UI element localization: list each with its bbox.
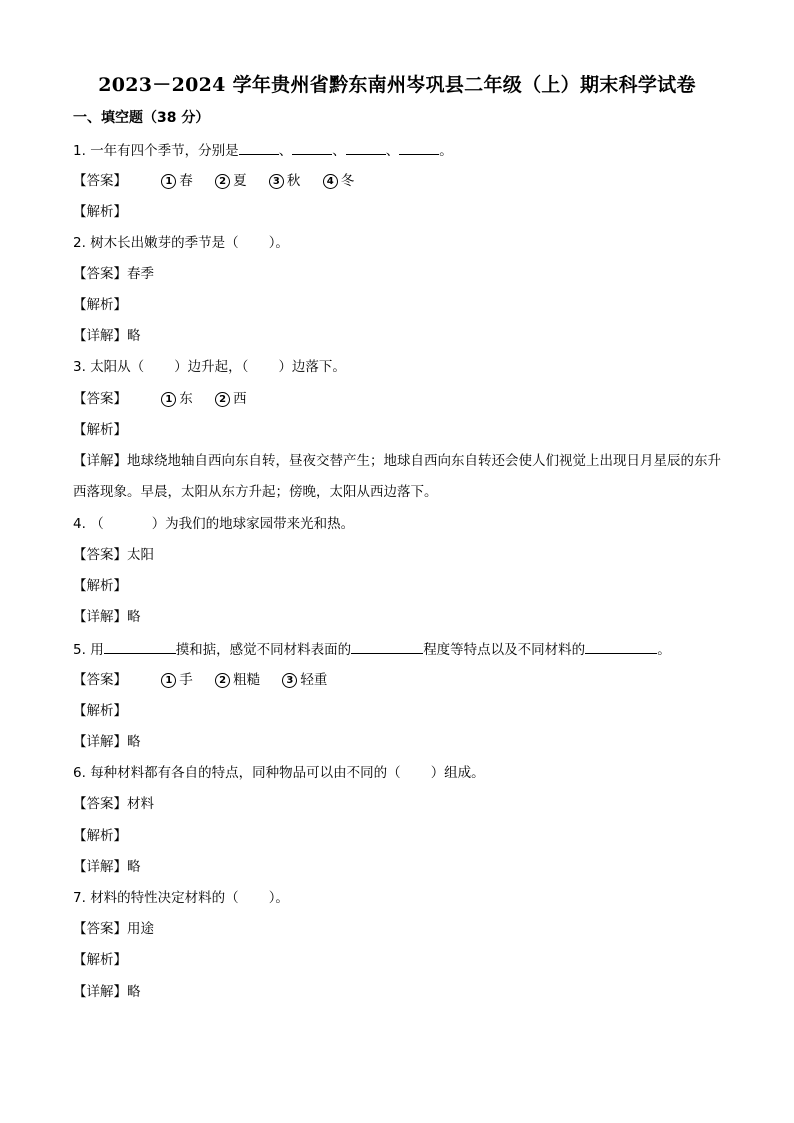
answer-option [215,172,247,190]
answer-option [161,390,193,408]
answer-row-6 [73,795,154,813]
question-5 [73,640,671,659]
question-7 [73,889,289,907]
detail-text: 略 [127,859,141,875]
answer-row-3 [73,390,265,408]
period: 。 [657,642,671,658]
question-text: 材料的特性决定材料的（ [90,890,239,906]
detail-label: 【详解】 [73,859,127,875]
question-6 [73,764,485,782]
detail-row-4 [73,608,141,626]
answer-value: 西 [233,391,247,407]
circled-number-icon: 2 [215,673,230,688]
answer-blank [585,640,657,654]
separator: 、 [385,143,400,159]
answer-value: 春 [179,173,193,189]
question-2 [73,234,289,252]
question-1 [73,141,453,160]
answer-blank [292,141,332,155]
answer-row-4 [73,546,154,564]
section-heading: 一、填空题（38 分） [73,110,210,126]
circled-number-icon: 1 [161,673,176,688]
circled-number-icon: 2 [215,392,230,407]
detail-row-2 [73,327,141,345]
answer-value: 春季 [127,266,154,282]
answer-blank [104,640,176,654]
detail-label: 【详解】 [73,328,127,344]
answer-value: 冬 [340,173,355,189]
circled-number-icon: 3 [282,673,297,688]
answer-row-2 [73,265,154,283]
circled-number-icon: 3 [269,174,284,189]
detail-text: 地球绕地轴自西向东自转，昼夜交替产生；地球自西向东自转还会使人们视觉上出现日月星辰的东升西落现象。早晨，太阳从东方升起；傍晚，太阳从西边落下。 [73,453,721,500]
page-title: 2023－2024 学年贵州省黔东南州岑巩县二年级（上）期末科学试卷 [98,74,696,96]
question-number: 7. [73,890,86,906]
question-3 [73,358,346,376]
circled-number-icon: 1 [161,174,176,189]
answer-option [161,671,193,689]
circled-number-icon: 1 [161,392,176,407]
detail-text: 略 [127,328,141,344]
answer-option [269,172,301,190]
answer-row-5 [73,671,345,689]
analysis-label: 【解析】 [73,204,127,220]
question-text: ）边升起，（ [174,359,249,375]
answer-row-7 [73,920,154,938]
question-text: 程度等特点以及不同材料的 [423,642,586,658]
answer-label: 【答案】 [73,672,127,688]
detail-label: 【详解】 [73,984,127,1000]
question-number: 2. [73,235,86,251]
question-number: 6. [73,765,86,781]
analysis-label: 【解析】 [73,297,127,313]
detail-text: 略 [127,734,141,750]
question-number: 1. [73,143,86,159]
question-text: ）。 [268,235,289,251]
circled-number-icon: 4 [323,174,338,189]
period: 。 [439,143,453,159]
answer-label: 【答案】 [73,547,127,563]
answer-label: 【答案】 [73,796,127,812]
detail-text: 略 [127,609,141,625]
detail-row-3 [73,446,723,508]
detail-row-7 [73,983,141,1001]
question-text: 每种材料都有各自的特点，同种物品可以由不同的（ [90,765,401,781]
answer-blank [399,141,439,155]
answer-value: 东 [179,391,193,407]
question-number: 3. [73,359,86,375]
separator: 、 [332,143,346,159]
analysis-label: 【解析】 [73,578,127,594]
question-number: 4. [73,516,86,532]
question-4 [73,515,354,533]
question-text: ）边落下。 [278,359,346,375]
analysis-label: 【解析】 [73,952,127,968]
answer-option [215,671,260,689]
answer-option [161,172,193,190]
answer-row-1 [73,172,372,190]
question-text: ）组成。 [430,765,485,781]
question-text: 摸和掂，感觉不同材料表面的 [175,642,352,658]
answer-label: 【答案】 [73,266,127,282]
detail-label: 【详解】 [73,609,127,625]
answer-blank [346,141,386,155]
answer-value: 轻重 [300,672,328,688]
question-text: 树木长出嫩芽的季节是（ [90,235,239,251]
question-text: ）。 [268,890,289,906]
answer-blank [351,640,423,654]
answer-option [215,390,247,408]
answer-label: 【答案】 [73,173,127,189]
answer-value: 太阳 [127,547,154,563]
question-text: ）为我们的地球家园带来光和热。 [151,516,355,532]
answer-value: 手 [179,672,193,688]
detail-label: 【详解】 [73,734,127,750]
answer-option [282,671,327,689]
analysis-label: 【解析】 [73,828,127,844]
detail-text: 略 [127,984,141,1000]
answer-label: 【答案】 [73,921,127,937]
detail-label: 【详解】 [73,453,127,469]
answer-value: 秋 [286,173,301,189]
detail-row-5 [73,733,141,751]
question-text: （ [90,516,104,532]
answer-value: 材料 [127,796,154,812]
answer-blank [239,141,279,155]
answer-option [323,172,355,190]
separator: 、 [278,143,293,159]
question-number: 5. [73,642,86,658]
detail-row-6 [73,858,141,876]
question-text: 一年有四个季节，分别是 [90,143,239,159]
answer-value: 夏 [233,173,247,189]
answer-value: 粗糙 [233,672,261,688]
analysis-label: 【解析】 [73,422,127,438]
analysis-label: 【解析】 [73,703,127,719]
answer-label: 【答案】 [73,391,127,407]
question-text: 用 [90,642,104,658]
circled-number-icon: 2 [215,174,230,189]
question-text: 太阳从（ [90,359,145,375]
answer-value: 用途 [127,921,154,937]
